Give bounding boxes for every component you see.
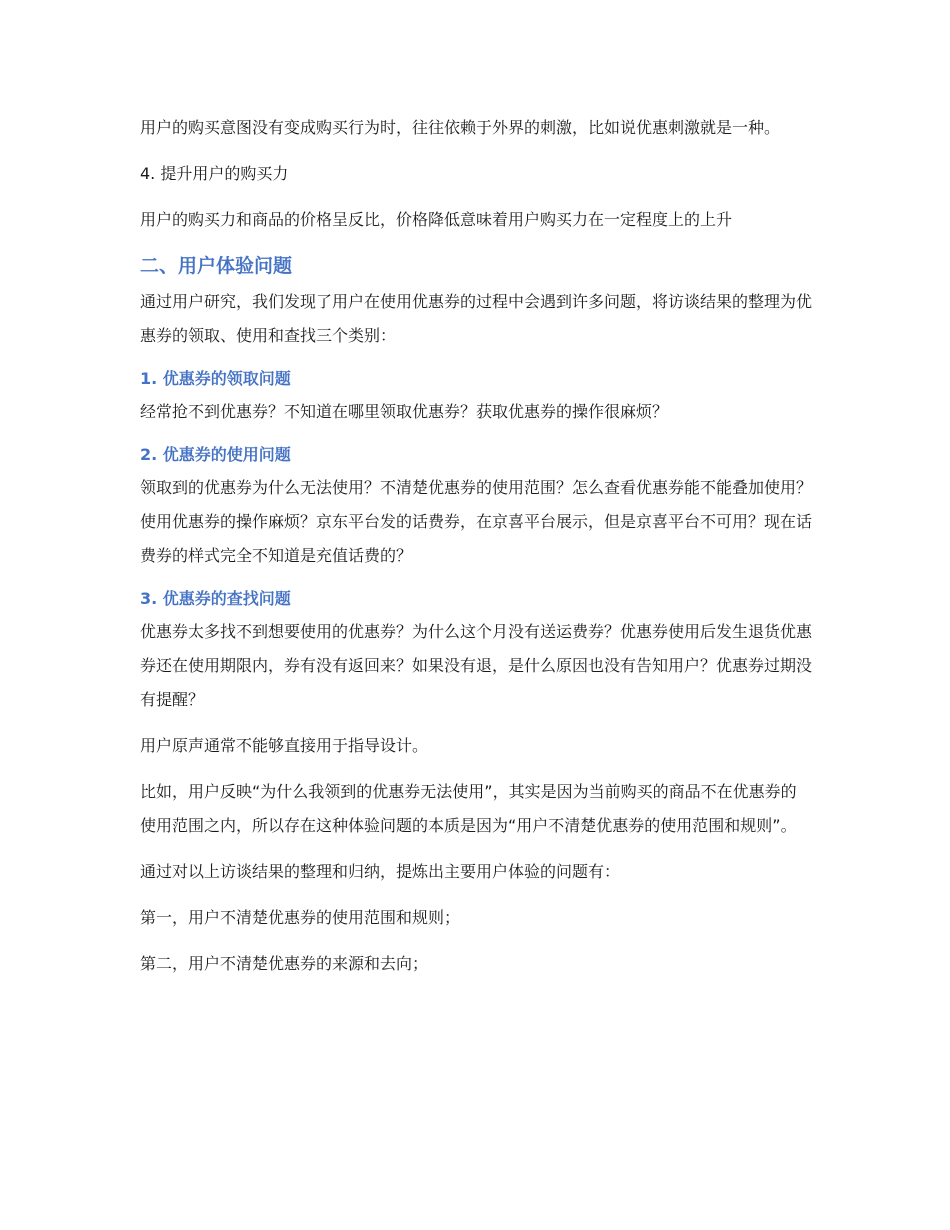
paragraph-example: 比如，用户反映“为什么我领到的优惠券无法使用”，其实是因为当前购买的商品不在优惠券的使用范围之内，所以存在这种体验问题的本质是因为“用户不清楚优惠券的使用范围和规则”。 bbox=[140, 782, 797, 835]
document-body bbox=[140, 111, 812, 993]
paragraph-first-problem: 第一，用户不清楚优惠券的使用范围和规则； bbox=[140, 908, 461, 927]
paragraph-second-problem: 第二，用户不清楚优惠券的来源和去向； bbox=[140, 954, 429, 973]
paragraph-stimulus: 用户的购买意图没有变成购买行为时，往往依赖于外界的刺激，比如说优惠刺激就是一种。 bbox=[140, 118, 781, 137]
paragraph-purchasing-power: 用户的购买力和商品的价格呈反比，价格降低意味着用户购买力在一定程度上的上升 bbox=[140, 210, 733, 229]
list-item-purchasing-power: 4. 提升用户的购买力 bbox=[140, 164, 289, 183]
section-heading-ux-problems: 二、用户体验问题 bbox=[140, 255, 293, 277]
subheading-usage-problems: 2. 优惠券的使用问题 bbox=[140, 445, 291, 464]
paragraph-usage-problems: 领取到的优惠券为什么无法使用？不清楚优惠券的使用范围？怎么查看优惠券能不能叠加使用？使用优惠券的操作麻烦？京东平台发的话费券，在京喜平台展示，但是京喜平台不可用？现在话费券的样式完全不知道是充值话费的？ bbox=[140, 478, 813, 565]
paragraph-search-problems: 优惠券太多找不到想要使用的优惠券？为什么这个月没有送运费券？优惠券使用后发生退货优惠券还在使用期限内，券有没有返回来？如果没有退，是什么原因也没有告知用户？优惠券过期没有提醒？ bbox=[140, 622, 813, 709]
paragraph-summary-intro: 通过对以上访谈结果的整理和归纳，提炼出主要用户体验的问题有： bbox=[140, 862, 621, 881]
paragraph-user-voice: 用户原声通常不能够直接用于指导设计。 bbox=[140, 736, 429, 755]
subheading-claim-problems: 1. 优惠券的领取问题 bbox=[140, 369, 291, 388]
paragraph-claim-problems: 经常抢不到优惠券？不知道在哪里领取优惠券？获取优惠券的操作很麻烦？ bbox=[140, 402, 669, 421]
subheading-search-problems: 3. 优惠券的查找问题 bbox=[140, 589, 291, 608]
paragraph-research-intro: 通过用户研究，我们发现了用户在使用优惠券的过程中会遇到许多问题，将访谈结果的整理为优惠券的领取、使用和查找三个类别： bbox=[140, 292, 813, 345]
